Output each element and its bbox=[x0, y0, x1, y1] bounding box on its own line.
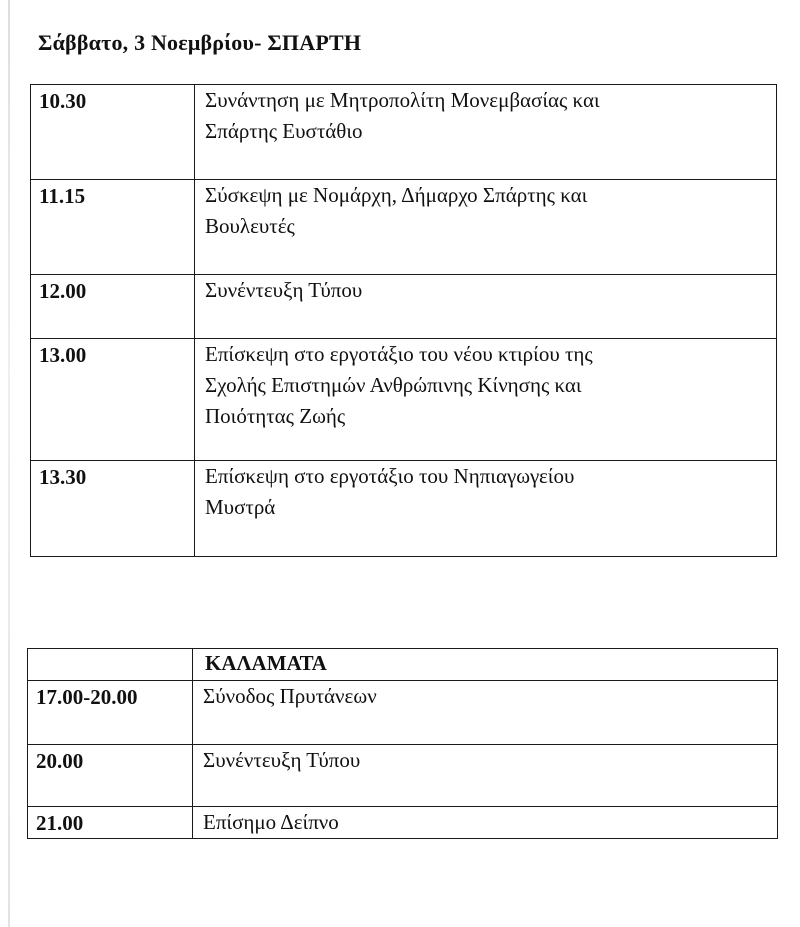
activity-line: Ποιότητας Ζωής bbox=[205, 404, 346, 428]
activity-line: Σύσκεψη με Νομάρχη, Δήμαρχο Σπάρτης και bbox=[205, 183, 588, 207]
time-cell: 12.00 bbox=[31, 275, 195, 339]
activity-line: Επίσκεψη στο εργοτάξιο του νέου κτιρίου της bbox=[205, 342, 593, 366]
scan-edge-shadow bbox=[8, 0, 10, 927]
time-cell: 11.15 bbox=[31, 180, 195, 275]
table-row bbox=[31, 275, 777, 339]
table-row bbox=[31, 180, 777, 275]
activity-cell bbox=[195, 275, 777, 339]
activity-line: Επίσκεψη στο εργοτάξιο του Νηπιαγωγείου bbox=[205, 464, 575, 488]
time-cell: 17.00-20.00 bbox=[28, 681, 193, 745]
city-header: ΚΑΛΑΜΑΤΑ bbox=[193, 649, 778, 681]
activity-line: Σύνοδος Πρυτάνεων bbox=[203, 684, 377, 708]
table-row bbox=[31, 339, 777, 461]
activity-cell bbox=[195, 180, 777, 275]
table-row bbox=[28, 807, 778, 839]
activity-line: Συνάντηση με Μητροπολίτη Μονεμβασίας και bbox=[205, 88, 600, 112]
activity-cell bbox=[195, 339, 777, 461]
activity-cell bbox=[193, 745, 778, 807]
activity-cell bbox=[193, 807, 778, 839]
activity-line: Συνέντευξη Τύπου bbox=[205, 278, 363, 302]
time-cell: 20.00 bbox=[28, 745, 193, 807]
activity-line: Μυστρά bbox=[205, 495, 276, 519]
time-cell: 21.00 bbox=[28, 807, 193, 839]
activity-line: Επίσημο Δείπνο bbox=[203, 810, 339, 834]
activity-line: Σπάρτης Ευστάθιο bbox=[205, 119, 363, 143]
activity-line: Σχολής Επιστημών Ανθρώπινης Κίνησης και bbox=[205, 373, 582, 397]
kalamata-schedule-table bbox=[27, 648, 778, 839]
table-header-row bbox=[28, 649, 778, 681]
sparti-schedule-table bbox=[30, 84, 777, 557]
time-cell: 10.30 bbox=[31, 85, 195, 180]
table-row bbox=[28, 681, 778, 745]
activity-cell bbox=[195, 461, 777, 557]
table-row bbox=[28, 745, 778, 807]
table-row bbox=[31, 85, 777, 180]
activity-line: Βουλευτές bbox=[205, 214, 295, 238]
activity-cell bbox=[195, 85, 777, 180]
time-cell: 13.30 bbox=[31, 461, 195, 557]
activity-line: Συνέντευξη Τύπου bbox=[203, 748, 361, 772]
table-row bbox=[31, 461, 777, 557]
empty-header-cell bbox=[28, 649, 193, 681]
activity-cell bbox=[193, 681, 778, 745]
time-cell: 13.00 bbox=[31, 339, 195, 461]
page-title: Σάββατο, 3 Νοεμβρίου- ΣΠΑΡΤΗ bbox=[38, 30, 362, 55]
